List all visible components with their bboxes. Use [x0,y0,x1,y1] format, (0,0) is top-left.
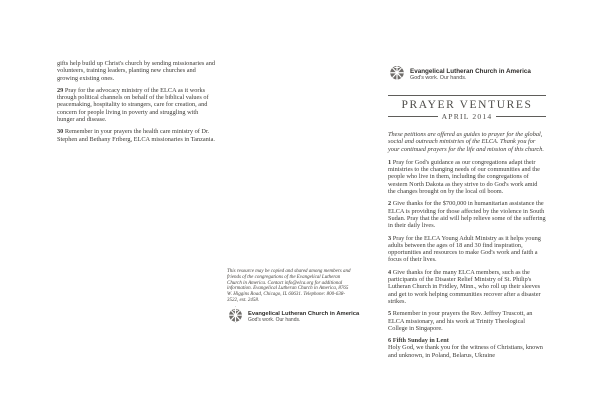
petition-number: 29 [57,86,65,94]
petition-text: Give thanks for the many ELCA members, such as the participants of the Disaster Relief Ministry of St. Philip's Lutheran Church in Fridley, Minn., who roll up their sleeves and get to work helping communities recover after a disaster strikes. [388,268,541,305]
petition-text: gifts help build up Christ's church by sending missionaries and volunteers, training leaders, planting new churches and growing existing ones. [57,60,216,82]
prayer-paragraph [388,159,546,195]
left-panel-paragraphs [57,60,216,148]
petition-list [388,159,546,359]
subtitle-right-rule [496,116,546,117]
issue-date-row [388,112,546,121]
petition-number: 2 [388,200,393,208]
petition-text: Pray for God's guidance as our congregations adapt their ministries to the changing needs of our communities and the people who live in them, including the congregations of western North Dakota as they strive to do God's work amid the changes brought on by the local oil boom. [388,158,540,196]
prayer-paragraph [388,337,546,359]
cover-panel [388,63,546,364]
subtitle-left-rule [388,116,438,117]
elca-emblem-icon [388,63,406,86]
prayer-paragraph [388,235,546,264]
publication-title: PRAYER VENTURES [401,99,533,111]
petition-number: 6 [388,337,393,345]
elca-org-name: Evangelical Lutheran Church in America [410,68,531,75]
title-top-rule [388,95,546,96]
prayer-paragraph [57,128,216,143]
prayer-paragraph [388,310,546,332]
petition-number: 3 [388,234,393,242]
elca-logo-text [410,68,531,81]
petition-text: Pray for the ELCA Young Adult Ministry as it helps young adults between the ages of 18 and 30 find inspiration, opportunities and resources to make God's work and faith a focus of their lives. [388,234,541,264]
prayer-paragraph [388,269,546,305]
elca-tagline: God's work. Our hands. [248,317,301,324]
petition-text: Give thanks for the $700,000 in humanitarian assistance the ELCA is providing for those affected by the violence in South Sudan. Pray that the aid will help relieve some of the suffering in their daily lives. [388,200,546,230]
elca-org-name: Evangelical Lutheran Church in America [248,310,360,317]
elca-logo-text [248,311,359,324]
petition-number: 1 [388,158,393,166]
petition-text: Pray for the advocacy ministry of the ELCA as it works through political channels on behalf of the biblical values of peacemaking, hospitality to strangers, care for creation, and concern for people living in poverty and struggling with hunger and disease. [57,86,209,124]
petition-number: 5 [388,310,393,318]
petition-text: Remember in your prayers the Rev. Jeffrey Truscott, an ELCA missionary, and his work at Trinity Theological College in Singapore. [388,310,533,332]
prayer-paragraph [388,200,546,229]
petition-number: 4 [388,268,393,276]
petition-number: 30 [57,128,65,136]
prayer-paragraph [57,87,216,123]
copyright-notice: This resource may be copied and shared among members and friends of the congregations of the Evangelical Lutheran Church in America. Contact info@elca.org for additional information. Evangelical Lutheran Church in America, 8765 W. Higgins Road, Chicago, IL 60631. Telephone: 800-638-3522, ext. 2458. [227,269,351,303]
elca-logo-lockup-cover [388,63,546,86]
issue-date: APRIL 2014 [441,112,493,121]
elca-logo-lockup-back [227,306,359,328]
intro-paragraph: These petitions are offered as guides to prayer for the global, social and outreach ministries of the ELCA. Thank you for your continued prayers for the life and mission of this church. [388,131,544,153]
petition-text: Remember in your prayers the health care ministry of Dr. Stephen and Bethany Friberg, ELCA missionaries in Tanzania. [57,128,215,143]
prayer-paragraph [57,60,216,82]
petition-heading: Fifth Sunday in Lent [392,337,449,345]
elca-tagline: God's work. Our hands. [410,75,467,81]
elca-emblem-icon [227,306,244,328]
petition-text: Holy God, we thank you for the witness of Christians, known and unknown, in Poland, Belarus, Ukraine [388,344,543,359]
